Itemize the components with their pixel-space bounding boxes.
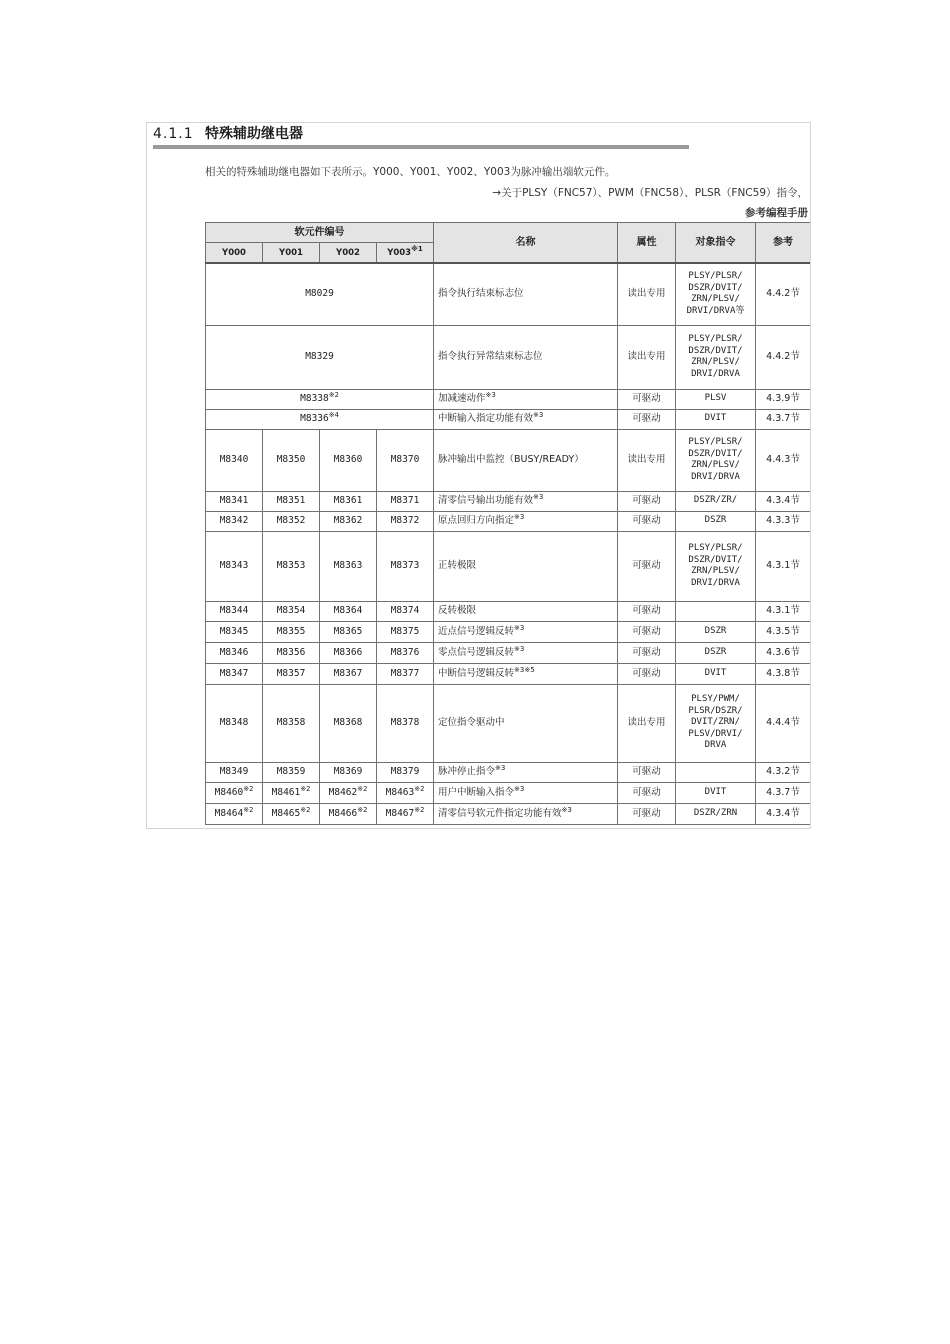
row-name: 中断信号逻辑反转$^{※3※5}$ — [434, 663, 618, 684]
row-reference: 4.4.2节 — [756, 263, 811, 325]
row-name: 原点回归方向指定$^{※3}$ — [434, 511, 618, 531]
device-y002: M8369 — [320, 762, 377, 782]
row-target: PLSY/PLSR/ DSZR/DVIT/ ZRN/PLSV/ DRVI/DRVA — [676, 429, 756, 491]
device-y003: M8371 — [377, 491, 434, 511]
table-row — [206, 621, 811, 642]
row-target: DSZR — [676, 511, 756, 531]
table-row — [206, 642, 811, 663]
row-target: DSZR — [676, 642, 756, 663]
row-reference: 4.3.7节 — [756, 409, 811, 429]
device-y003: M8376 — [377, 642, 434, 663]
table-body — [206, 263, 811, 824]
device-y002: M8367 — [320, 663, 377, 684]
row-target: PLSV — [676, 389, 756, 409]
device-y002: M8361 — [320, 491, 377, 511]
device-y000: M8347 — [206, 663, 263, 684]
row-attribute: 可驱动 — [618, 511, 676, 531]
device-y003: M8377 — [377, 663, 434, 684]
row-target: DSZR/ZRN — [676, 803, 756, 824]
row-name: 中断输入指定功能有效$^{※3}$ — [434, 409, 618, 429]
table-row — [206, 511, 811, 531]
device-merged: M8336$^{※4}$ — [206, 409, 434, 429]
table-row — [206, 803, 811, 824]
row-target: DSZR — [676, 621, 756, 642]
device-y001: M8351 — [263, 491, 320, 511]
header-attribute: 属性 — [618, 223, 676, 264]
row-target: DVIT — [676, 409, 756, 429]
header-reference: 参考 — [756, 223, 811, 264]
row-reference: 4.3.1节 — [756, 601, 811, 621]
row-reference: 4.3.4节 — [756, 491, 811, 511]
row-reference: 4.3.3节 — [756, 511, 811, 531]
intro-text: 相关的特殊辅助继电器如下表所示。Y000、Y001、Y002、Y003为脉冲输出端软元件。 — [205, 166, 616, 178]
section-number: 4.1.1 — [153, 126, 194, 142]
row-attribute: 读出专用 — [618, 684, 676, 762]
row-reference: 4.3.7节 — [756, 782, 811, 803]
header-y000: Y000 — [206, 243, 263, 264]
row-reference: 4.3.6节 — [756, 642, 811, 663]
device-y002: M8364 — [320, 601, 377, 621]
device-y003: M8379 — [377, 762, 434, 782]
row-name: 近点信号逻辑反转$^{※3}$ — [434, 621, 618, 642]
device-y001: M8358 — [263, 684, 320, 762]
row-target: DSZR/ZR/ — [676, 491, 756, 511]
table-row — [206, 684, 811, 762]
row-name: 反转极限 — [434, 601, 618, 621]
row-attribute: 可驱动 — [618, 621, 676, 642]
device-y000: M8349 — [206, 762, 263, 782]
table-row — [206, 762, 811, 782]
table-row — [206, 429, 811, 491]
device-y002: M8365 — [320, 621, 377, 642]
row-reference: 4.3.1节 — [756, 531, 811, 601]
row-name: 加减速动作$^{※3}$ — [434, 389, 618, 409]
device-y002: M8366 — [320, 642, 377, 663]
device-y003: M8375 — [377, 621, 434, 642]
row-reference: 4.3.9节 — [756, 389, 811, 409]
device-y001: M8353 — [263, 531, 320, 601]
header-y001: Y001 — [263, 243, 320, 264]
device-y003: M8374 — [377, 601, 434, 621]
reference-note: →关于PLSY（FNC57）、PWM（FNC58）、PLSR（FNC59）指令， — [492, 187, 808, 199]
table-row — [206, 263, 811, 325]
device-y002: M8462$^{※2}$ — [320, 782, 377, 803]
row-name: 定位指令驱动中 — [434, 684, 618, 762]
row-target: DVIT — [676, 663, 756, 684]
table-row — [206, 531, 811, 601]
row-attribute: 读出专用 — [618, 429, 676, 491]
row-target: PLSY/PWM/ PLSR/DSZR/ DVIT/ZRN/ PLSV/DRVI/ DRVA — [676, 684, 756, 762]
device-y002: M8466$^{※2}$ — [320, 803, 377, 824]
row-name: 正转极限 — [434, 531, 618, 601]
device-merged: M8329 — [206, 325, 434, 389]
row-attribute: 可驱动 — [618, 782, 676, 803]
row-attribute: 可驱动 — [618, 409, 676, 429]
section-underline — [153, 145, 689, 149]
table-row — [206, 491, 811, 511]
table-row — [206, 601, 811, 621]
device-y002: M8368 — [320, 684, 377, 762]
header-y002: Y002 — [320, 243, 377, 264]
device-y003: M8370 — [377, 429, 434, 491]
device-y001: M8354 — [263, 601, 320, 621]
device-y001: M8465$^{※2}$ — [263, 803, 320, 824]
device-y003: M8378 — [377, 684, 434, 762]
row-name: 用户中断输入指令$^{※3}$ — [434, 782, 618, 803]
row-attribute: 可驱动 — [618, 601, 676, 621]
row-name: 清零信号输出功能有效$^{※3}$ — [434, 491, 618, 511]
row-target: DVIT — [676, 782, 756, 803]
document-page — [146, 122, 811, 829]
device-y003: M8372 — [377, 511, 434, 531]
table-row — [206, 325, 811, 389]
device-y002: M8363 — [320, 531, 377, 601]
row-name: 指令执行结束标志位 — [434, 263, 618, 325]
device-y000: M8343 — [206, 531, 263, 601]
device-y002: M8360 — [320, 429, 377, 491]
header-y003: Y003$^{※1}$ — [377, 243, 434, 264]
row-target — [676, 601, 756, 621]
device-y002: M8362 — [320, 511, 377, 531]
row-attribute: 可驱动 — [618, 491, 676, 511]
device-y000: M8345 — [206, 621, 263, 642]
device-y001: M8350 — [263, 429, 320, 491]
device-y000: M8460$^{※2}$ — [206, 782, 263, 803]
device-merged: M8338$^{※2}$ — [206, 389, 434, 409]
device-merged: M8029 — [206, 263, 434, 325]
row-target: PLSY/PLSR/ DSZR/DVIT/ ZRN/PLSV/ DRVI/DRVA等 — [676, 263, 756, 325]
header-device-group: 软元件编号 — [206, 223, 434, 243]
row-name: 脉冲停止指令$^{※3}$ — [434, 762, 618, 782]
device-y001: M8357 — [263, 663, 320, 684]
device-y001: M8352 — [263, 511, 320, 531]
row-attribute: 读出专用 — [618, 263, 676, 325]
row-name: 零点信号逻辑反转$^{※3}$ — [434, 642, 618, 663]
row-name: 指令执行异常结束标志位 — [434, 325, 618, 389]
row-attribute: 可驱动 — [618, 663, 676, 684]
device-y000: M8346 — [206, 642, 263, 663]
section-title: 特殊辅助继电器 — [205, 126, 303, 142]
row-target: PLSY/PLSR/ DSZR/DVIT/ ZRN/PLSV/ DRVI/DRVA — [676, 325, 756, 389]
row-reference: 4.4.2节 — [756, 325, 811, 389]
device-y000: M8342 — [206, 511, 263, 531]
section-heading — [153, 123, 303, 145]
reference-note-manual: 参考编程手册 — [745, 207, 808, 219]
row-reference: 4.4.3节 — [756, 429, 811, 491]
table-row — [206, 782, 811, 803]
device-y000: M8340 — [206, 429, 263, 491]
header-target: 对象指令 — [676, 223, 756, 264]
header-name: 名称 — [434, 223, 618, 264]
row-reference: 4.3.8节 — [756, 663, 811, 684]
row-attribute: 可驱动 — [618, 803, 676, 824]
table-row — [206, 389, 811, 409]
device-y003: M8373 — [377, 531, 434, 601]
row-target: PLSY/PLSR/ DSZR/DVIT/ ZRN/PLSV/ DRVI/DRVA — [676, 531, 756, 601]
device-y003: M8463$^{※2}$ — [377, 782, 434, 803]
device-y003: M8467$^{※2}$ — [377, 803, 434, 824]
row-attribute: 可驱动 — [618, 642, 676, 663]
row-target — [676, 762, 756, 782]
device-y001: M8359 — [263, 762, 320, 782]
device-y001: M8356 — [263, 642, 320, 663]
device-y000: M8464$^{※2}$ — [206, 803, 263, 824]
row-reference: 4.3.4节 — [756, 803, 811, 824]
device-y000: M8341 — [206, 491, 263, 511]
row-attribute: 可驱动 — [618, 389, 676, 409]
special-relay-table — [205, 222, 811, 825]
row-reference: 4.3.5节 — [756, 621, 811, 642]
table-row — [206, 663, 811, 684]
row-attribute: 读出专用 — [618, 325, 676, 389]
device-y001: M8355 — [263, 621, 320, 642]
table-row — [206, 409, 811, 429]
row-attribute: 可驱动 — [618, 531, 676, 601]
device-y000: M8348 — [206, 684, 263, 762]
row-name: 清零信号软元件指定功能有效$^{※3}$ — [434, 803, 618, 824]
row-attribute: 可驱动 — [618, 762, 676, 782]
table-header — [206, 223, 811, 264]
device-y001: M8461$^{※2}$ — [263, 782, 320, 803]
row-name: 脉冲输出中监控（BUSY/READY） — [434, 429, 618, 491]
row-reference: 4.3.2节 — [756, 762, 811, 782]
row-reference: 4.4.4节 — [756, 684, 811, 762]
device-y000: M8344 — [206, 601, 263, 621]
